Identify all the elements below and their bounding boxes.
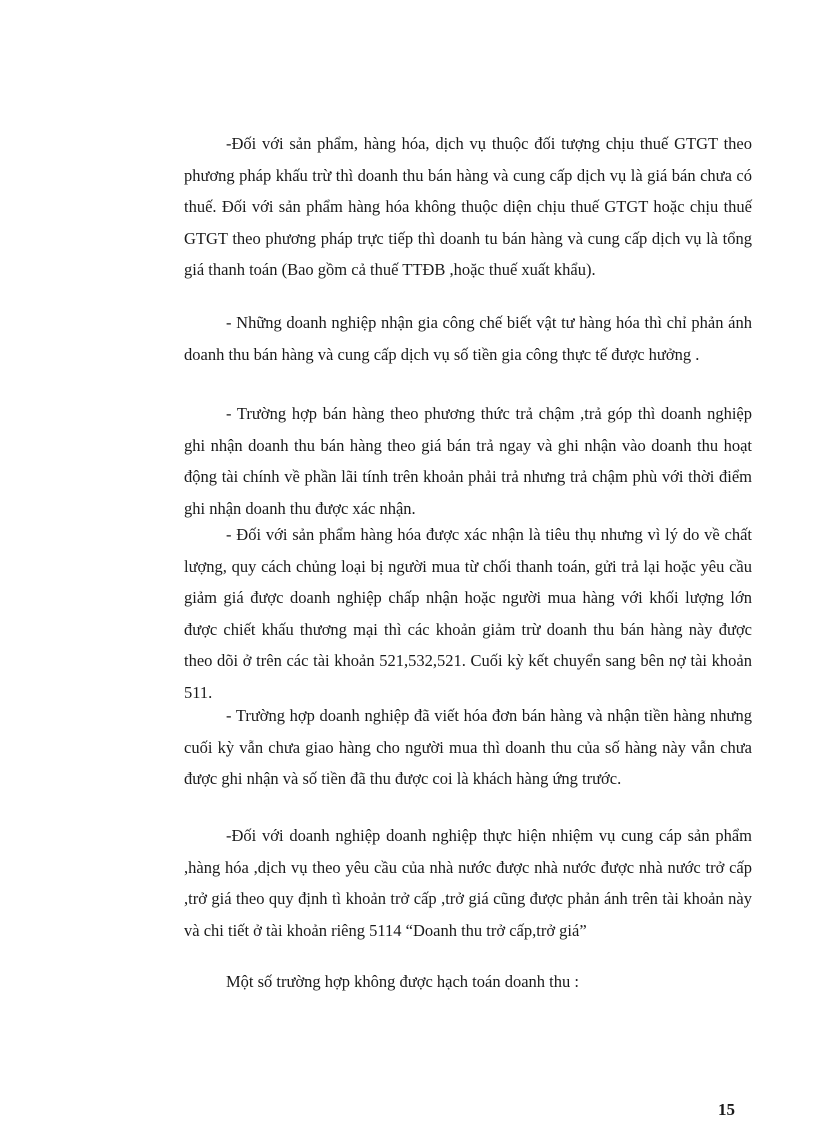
page-number: 15 (718, 1100, 735, 1119)
paragraph-non-revenue-cases: Một số trường hợp không được hạch toán doanh thu : (226, 972, 579, 991)
paragraph-undelivered-goods: - Trường hợp doanh nghiệp đã viết hóa đơn bán hàng và nhận tiền hàng nhưng cuối kỳ vẫn chưa giao hàng cho người mua thì doanh thu của số hàng này vẫn chưa được ghi nhận và số tiền đã thu được coi là khách hàng ứng trước. (184, 706, 752, 788)
paragraph-state-subsidy: -Đối với doanh nghiệp doanh nghiệp thực hiện nhiệm vụ cung cáp sản phẩm ,hàng hóa ,dịch vụ theo yêu cầu của nhà nước được nhà nước được nhà nước trở cấp ,trở giá theo quy định tì khoản trở cấp ,trở giá cũng được phản ánh trên tài khoản này và chi tiết ở tài khoản riêng 5114 “Doanh thu trở cấp,trở giá” (184, 826, 752, 940)
paragraph-installment-sales: - Trường hợp bán hàng theo phương thức trả chậm ,trả góp thì doanh nghiệp ghi nhận doanh thu bán hàng theo giá bán trả ngay và ghi nhận vào doanh thu hoạt động tài chính về phần lãi tính trên khoản phải trả nhưng trả chậm phù với thời điểm ghi nhận doanh thu được xác nhận. (184, 404, 752, 518)
paragraph-revenue-deductions: - Đối với sản phẩm hàng hóa được xác nhận là tiêu thụ nhưng vì lý do về chất lượng, quy cách chủng loại bị người mua từ chối thanh toán, gửi trả lại hoặc yêu cầu giảm giá được doanh nghiệp chấp nhận hoặc người mua hàng với khối lượng lớn được chiết khấu thương mại thì các khoản giảm trừ doanh thu bán hàng này được theo dõi ở trên các tài khoản 521,532,521. Cuối kỳ kết chuyển sang bên nợ tài khoản 511. (184, 525, 752, 702)
paragraph-vat-revenue: -Đối với sản phẩm, hàng hóa, dịch vụ thuộc đối tượng chịu thuế GTGT theo phương pháp khấu trừ thì doanh thu bán hàng và cung cấp dịch vụ là giá bán chưa có thuế. Đối với sản phẩm hàng hóa không thuộc diện chịu thuế GTGT hoặc chịu thuế GTGT theo phương pháp trực tiếp thì doanh tu bán hàng và cung cấp dịch vụ là tổng giá thanh toán (Bao gồm cả thuế TTĐB ,hoặc thuế xuất khẩu). (184, 134, 752, 279)
paragraph-processing-revenue: - Những doanh nghiệp nhận gia công chế biết vật tư hàng hóa thì chỉ phản ánh doanh thu bán hàng và cung cấp dịch vụ số tiền gia công thực tế được hưởng . (184, 313, 752, 364)
